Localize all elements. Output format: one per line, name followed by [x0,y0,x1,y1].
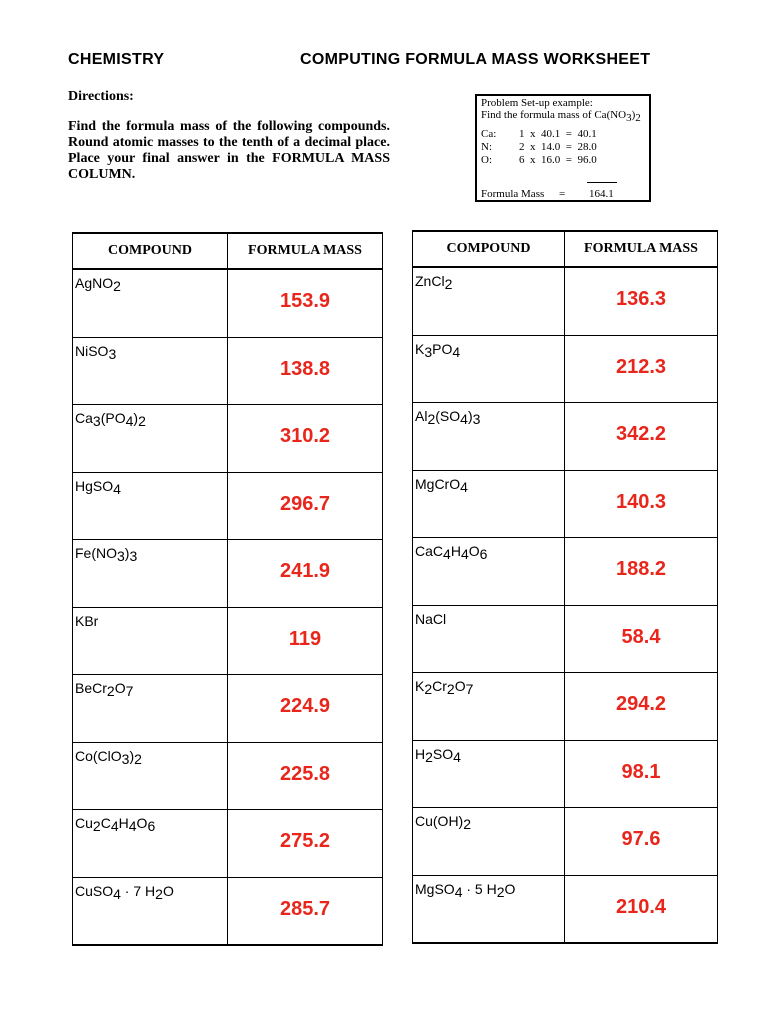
formula-mass-header: FORMULA MASS [565,231,718,267]
table-row [413,875,718,943]
compound-formula: $Cu_2C_4H_4O_6$ [73,810,228,878]
compound-formula: ZnCl$_2$ [413,267,565,335]
compound-formula: $Fe(NO_3)_3$ [73,540,228,608]
formula-mass-answer: 98.1 [565,740,718,808]
example-prompt: Find the formula mass of $Ca(NO_3)_2$ [481,109,641,125]
table-row [413,403,718,471]
compound-formula: $BeCr_2O_7$ [73,675,228,743]
compound-formula: NiSO$_3$ [73,337,228,405]
example-row: O: 6 x 16.0 = 96.0 [481,154,597,167]
compound-formula: NaCl [413,605,565,673]
table-row [73,540,383,608]
compound-formula: $K_2Cr_2O_7$ [413,673,565,741]
table-row [413,605,718,673]
formula-mass-answer: 294.2 [565,673,718,741]
directions-label: Directions: [68,89,134,104]
formula-mass-answer: 119 [228,607,383,675]
table-row [73,405,383,473]
table-row [73,675,383,743]
sum-line [587,182,617,183]
compound-formula: MgSO$_4$ · 5 $H_2O$ [413,875,565,943]
compound-formula: HgSO$_4$ [73,472,228,540]
formula-mass-answer: 58.4 [565,605,718,673]
formula-mass-answer: 212.3 [565,335,718,403]
formula-mass-answer: 285.7 [228,877,383,945]
table-row [73,337,383,405]
formula-mass-answer: 97.6 [565,808,718,876]
directions-text: Find the formula mass of the following compounds. Round atomic masses to the tenth of a decimal place. Place your final answer in the FORMULA MASS COLUMN. [68,119,390,182]
compound-formula: $Ca_3(PO_4)_2$ [73,405,228,473]
compound-formula: AgNO$_2$ [73,269,228,337]
table-row [413,538,718,606]
compound-formula: KBr [73,607,228,675]
compound-formula: $Cu(OH)_2$ [413,808,565,876]
compound-formula: $Co(ClO_3)_2$ [73,742,228,810]
example-row: N: 2 x 14.0 = 28.0 [481,141,597,154]
table-row [413,808,718,876]
table-row [413,740,718,808]
example-row: Ca: 1 x 40.1 = 40.1 [481,128,597,141]
formula-mass-answer: 275.2 [228,810,383,878]
table-row [73,877,383,945]
formula-mass-answer: 140.3 [565,470,718,538]
compound-formula: $K_3PO_4$ [413,335,565,403]
compound-header: COMPOUND [73,233,228,269]
table-row [73,269,383,337]
table-row [73,607,383,675]
right-compound-table [412,230,718,944]
formula-mass-answer: 342.2 [565,403,718,471]
table-row [413,470,718,538]
subject-title: CHEMISTRY [68,51,165,68]
example-rows [481,128,645,167]
compound-header: COMPOUND [413,231,565,267]
table-row [413,335,718,403]
table-row [73,742,383,810]
worksheet-title: COMPUTING FORMULA MASS WORKSHEET [300,51,651,68]
formula-mass-answer: 210.4 [565,875,718,943]
compound-formula: $Al_2(SO_4)_3$ [413,403,565,471]
table-row [73,810,383,878]
formula-mass-answer: 225.8 [228,742,383,810]
formula-mass-answer: 241.9 [228,540,383,608]
example-title: Problem Set-up example: [481,97,593,109]
compound-formula: $CaC_4H_4O_6$ [413,538,565,606]
formula-mass-answer: 188.2 [565,538,718,606]
formula-mass-answer: 310.2 [228,405,383,473]
table-row [73,472,383,540]
compound-formula: CuSO$_4$ · 7 $H_2O$ [73,877,228,945]
compound-formula: $H_2SO_4$ [413,740,565,808]
example-total: Formula Mass = 164.1 [481,188,614,200]
formula-mass-header: FORMULA MASS [228,233,383,269]
formula-mass-answer: 138.8 [228,337,383,405]
example-box [475,94,651,202]
table-row [413,267,718,335]
formula-mass-answer: 224.9 [228,675,383,743]
formula-mass-answer: 296.7 [228,472,383,540]
formula-mass-answer: 153.9 [228,269,383,337]
compound-formula: MgCrO$_4$ [413,470,565,538]
formula-mass-answer: 136.3 [565,267,718,335]
table-row [413,673,718,741]
left-compound-table [72,232,383,946]
